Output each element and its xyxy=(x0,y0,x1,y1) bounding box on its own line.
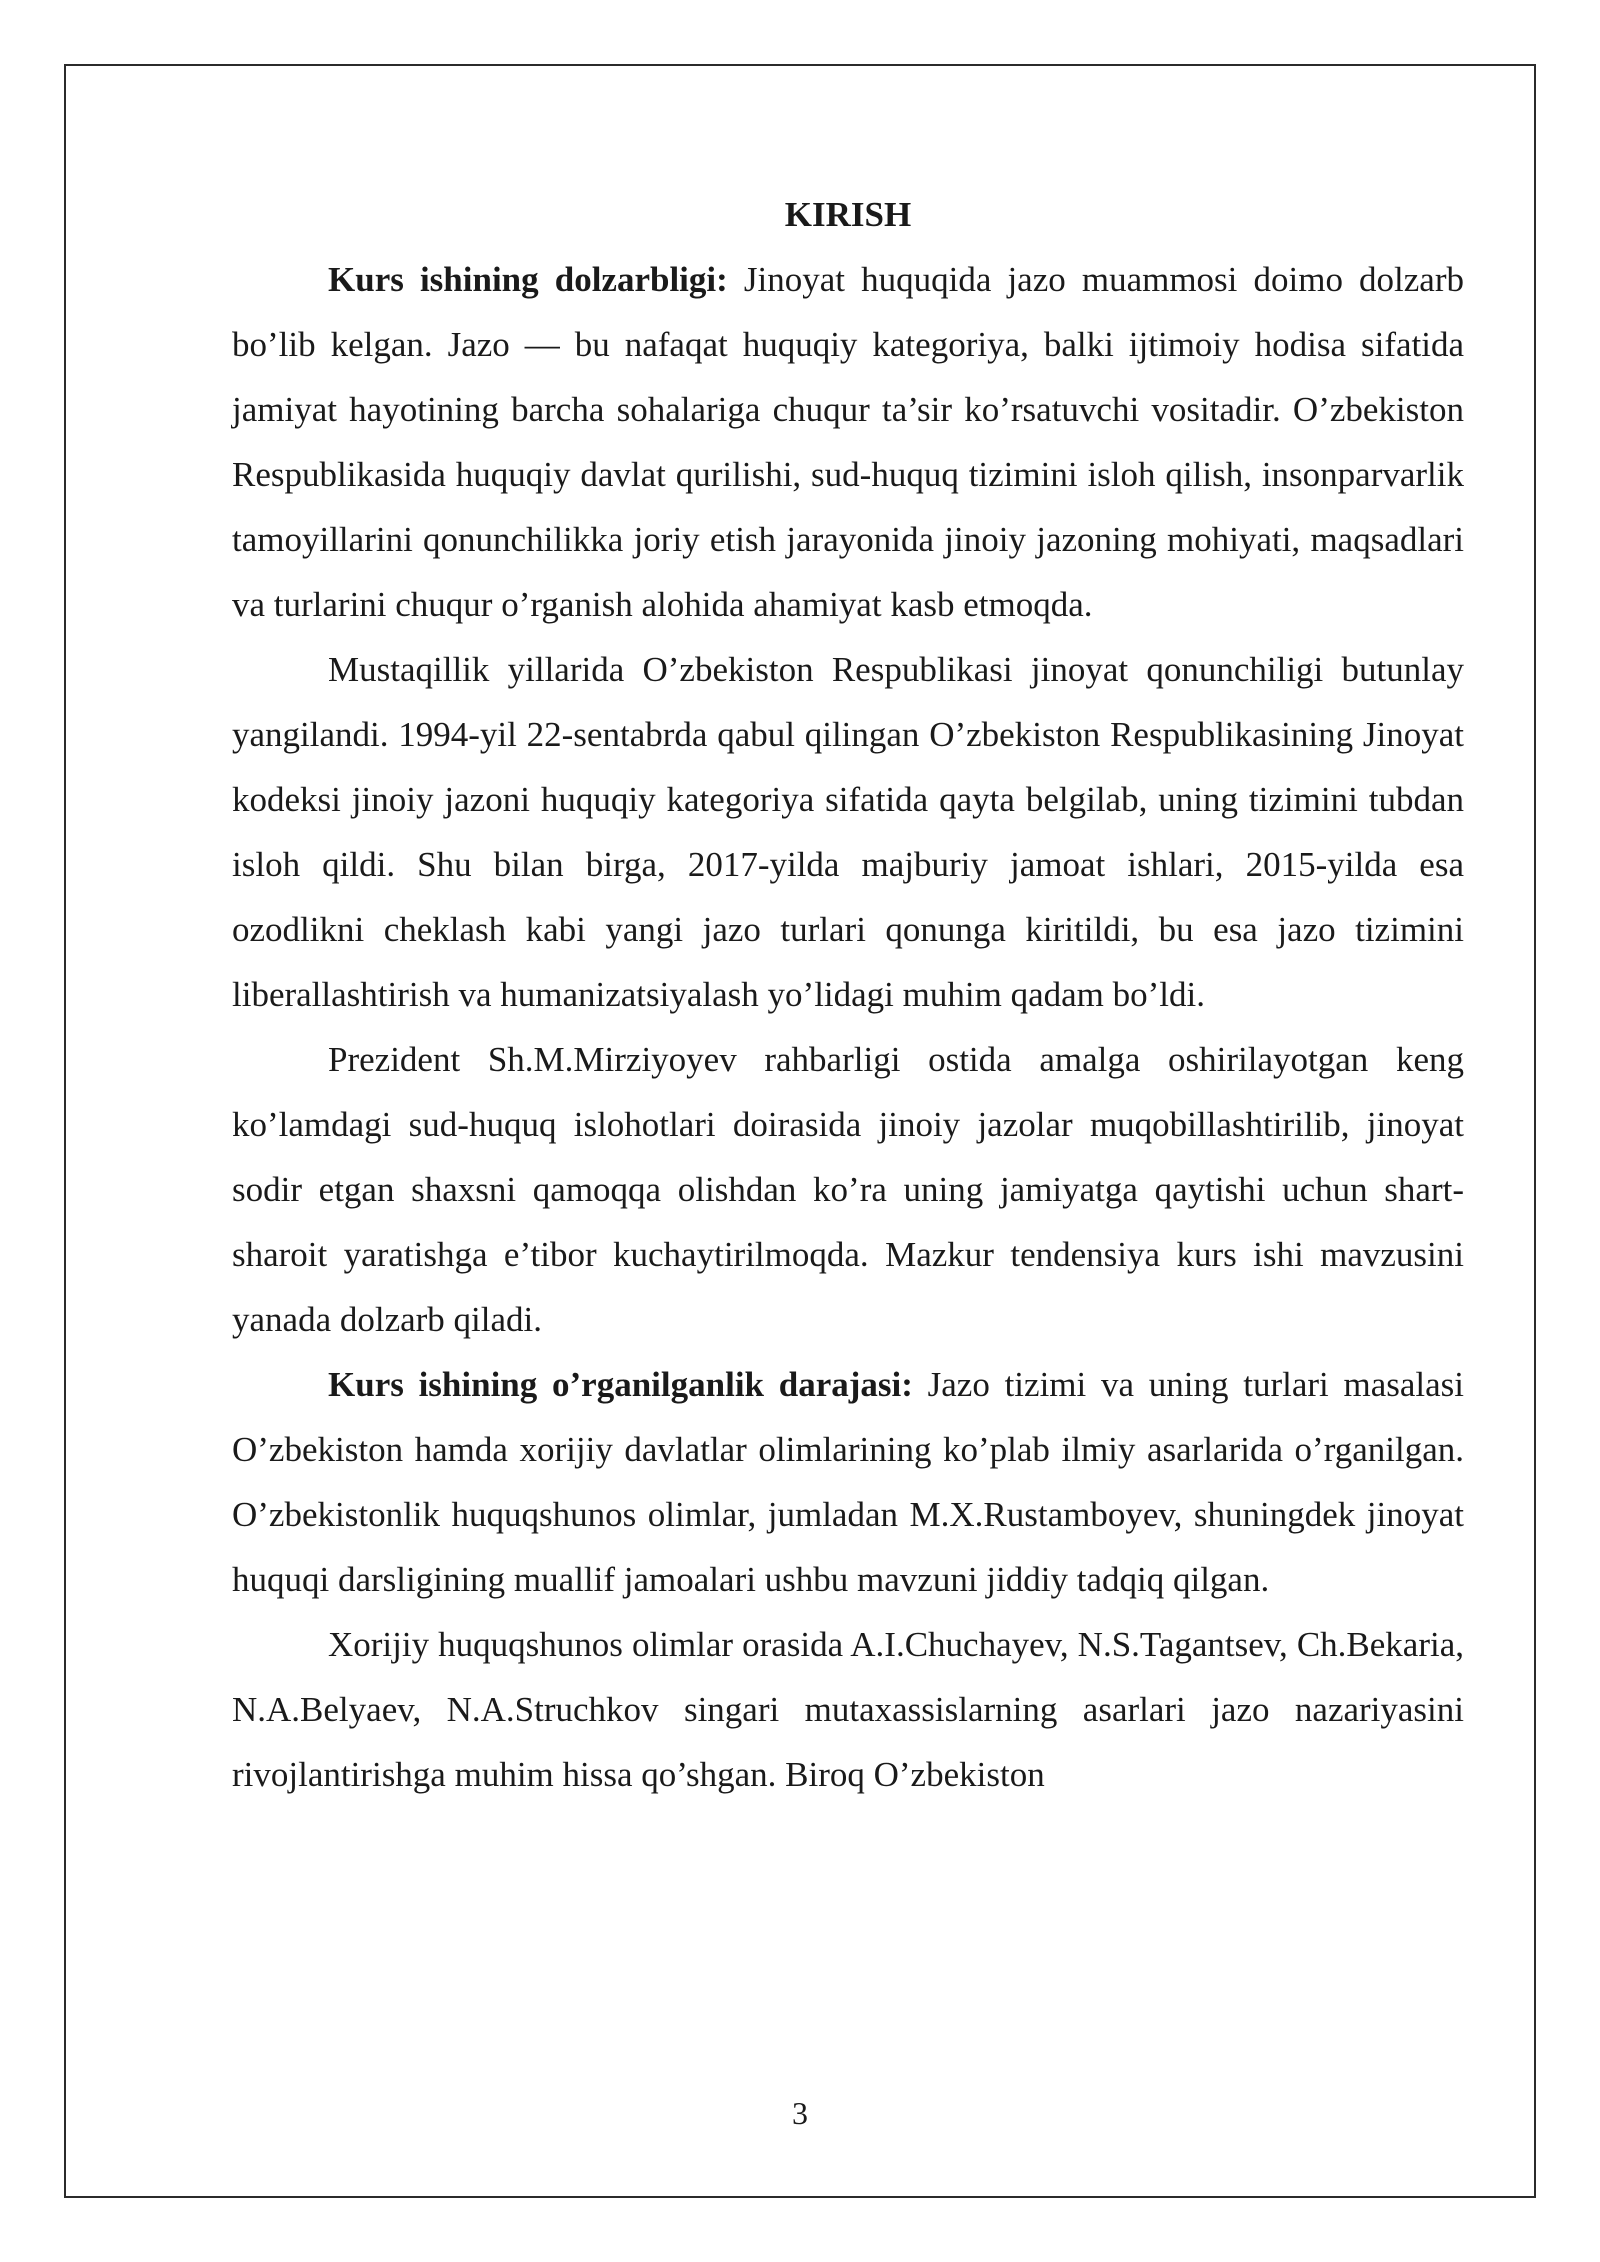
paragraph-text: Jinoyat huquqida jazo muammosi doimo dolzarb bo’lib kelgan. Jazo — bu nafaqat huquqiy kategoriya, balki ijtimoiy hodisa sifatida jamiyat hayotining barcha sohalariga chuqur ta’sir ko’rsatuvchi vositadir. O’zbekiston Respublikasida huquqiy davlat qurilishi, sud-huquq tizimini isloh qilish, insonparvarlik tamoyillarini qonunchilikka joriy etish jarayonida jinoiy jazoning mohiyati, maqsadlari va turlarini chuqur o’rganish alohida ahamiyat kasb etmoqda. xyxy=(232,260,1464,624)
document-body xyxy=(232,182,1464,1807)
paragraph-text: Mustaqillik yillarida O’zbekiston Respublikasi jinoyat qonunchiligi butunlay yangilandi. 1994-yil 22-sentabrda qabul qilingan O’zbekiston Respublikasining Jinoyat kodeksi jinoiy jazoni huquqiy kategoriya sifatida qayta belgilab, uning tizimini tubdan isloh qildi. Shu bilan birga, 2017-yilda majburiy jamoat ishlari, 2015-yilda esa ozodlikni cheklash kabi yangi jazo turlari qonunga kiritildi, bu esa jazo tizimini liberallashtirish va humanizatsiyalash yo’lidagi muhim qadam bo’ldi. xyxy=(232,650,1464,1014)
paragraph-text: Jazo tizimi va uning turlari masalasi O’zbekiston hamda xorijiy davlatlar olimlarining ko’plab ilmiy asarlarida o’rganilgan. O’zbekistonlik huquqshunos olimlar, jumladan M.X.Rustamboyev, shuningdek jinoyat huquqi darsligining muallif jamoalari ushbu mavzuni jiddiy tadqiq qilgan. xyxy=(232,1365,1465,1599)
page-number: 3 xyxy=(792,2095,808,2131)
paragraph-text: Xorijiy huquqshunos olimlar orasida A.I.Chuchayev, N.S.Tagantsev, Ch.Bekaria, N.A.Belyaev, N.A.Struchkov singari mutaxassislarning asarlari jazo nazariyasini rivojlantirishga muhim hissa qo’shgan. Biroq O’zbekiston xyxy=(232,1625,1464,1794)
paragraph-foreign-scholars xyxy=(232,1612,1464,1807)
paragraph-lead-relevance: Kurs ishining dolzarbligi: xyxy=(328,260,728,299)
section-heading: KIRISH xyxy=(784,195,912,234)
paragraph-independence xyxy=(232,637,1464,1027)
paragraph-lead-degree-of-study: Kurs ishining o’rganilganlik darajasi: xyxy=(328,1365,913,1404)
paragraph-degree-of-study xyxy=(232,1352,1464,1612)
paragraph-relevance xyxy=(232,247,1464,637)
paragraph-text: Prezident Sh.M.Mirziyoyev rahbarligi ostida amalga oshirilayotgan keng ko’lamdagi sud-huquq islohotlari doirasida jinoiy jazolar muqobillashtirilib, jinoyat sodir etgan shaxsni qamoqqa olishdan ko’ra uning jamiyatga qaytishi uchun shart-sharoit yaratishga e’tibor kuchaytirilmoqda. Mazkur tendensiya kurs ishi mavzusini yanada dolzarb qiladi. xyxy=(232,1040,1464,1339)
paragraph-president xyxy=(232,1027,1464,1352)
